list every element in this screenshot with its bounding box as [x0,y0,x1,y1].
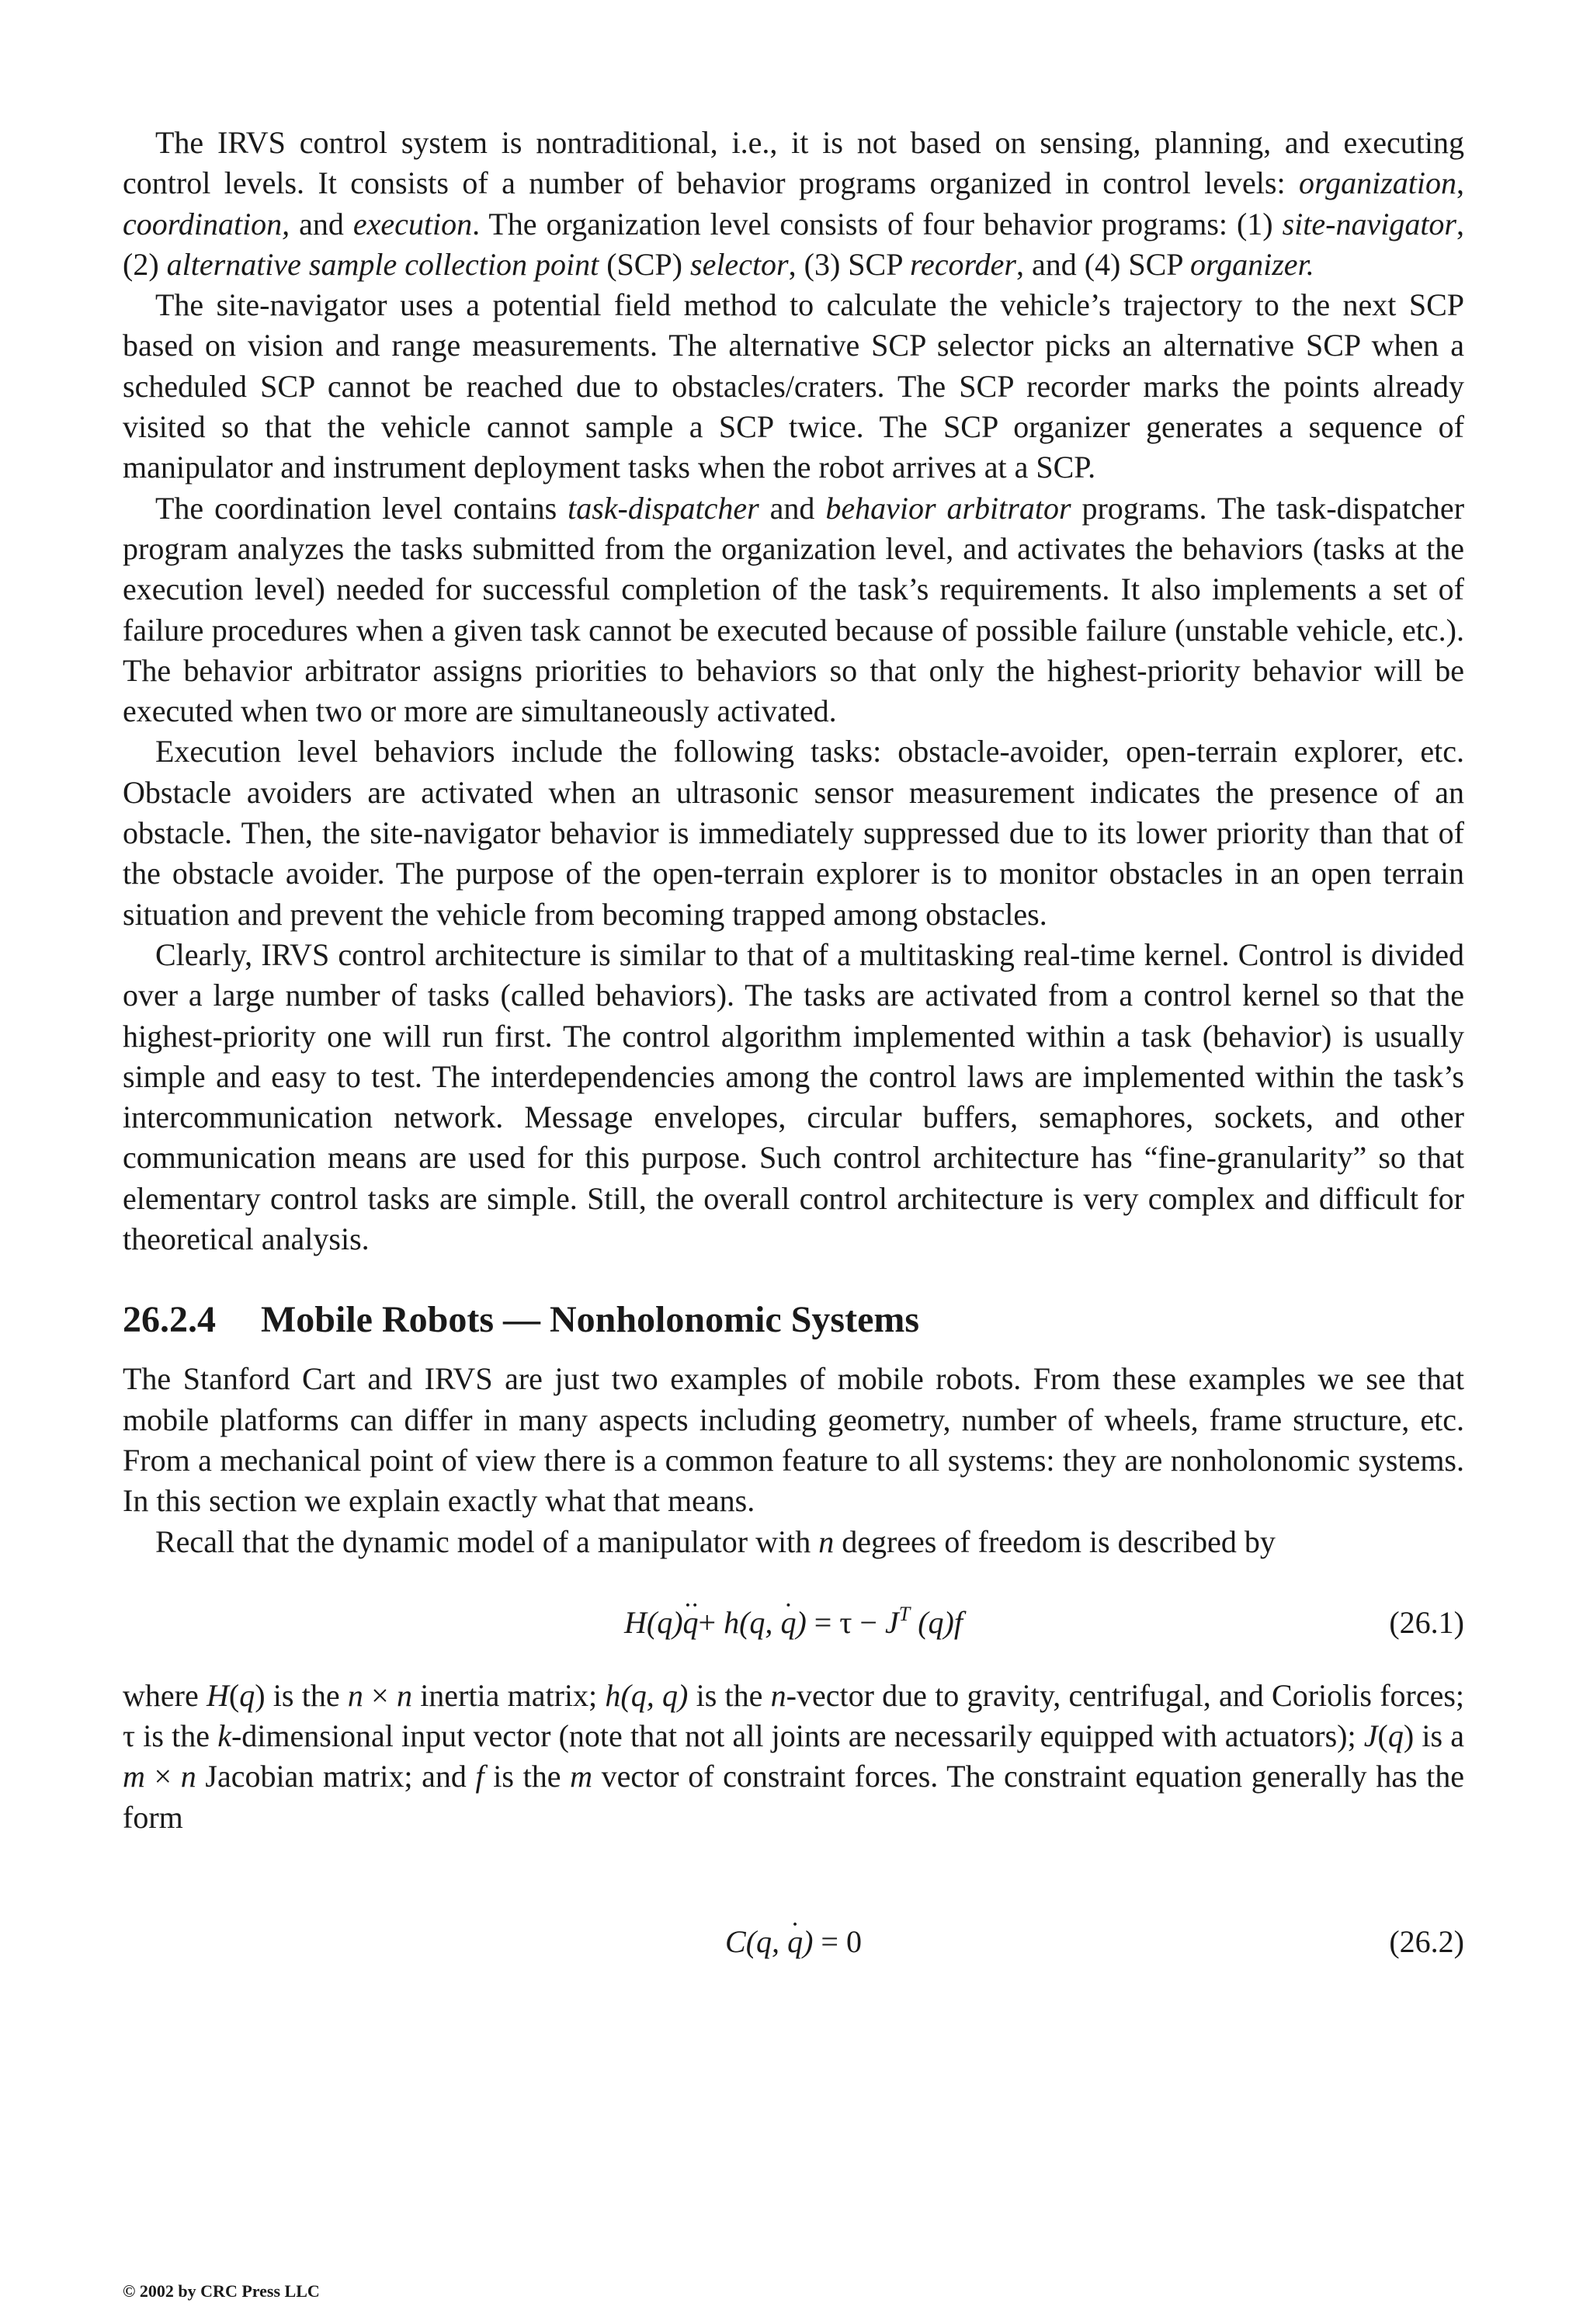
paragraph-dynamic-model: Recall that the dynamic model of a manipulator with n degrees of freedom is described by [155,1523,1276,1559]
paragraph-coordination-level: The coordination level contains task-dispatcher and behavior arbitrator programs. The task-dispatcher program analyzes the tasks submitted from the organization level, and activates the behaviors (tasks at the execution level) needed for successful completion of the task’s requirements. It also implements a set of failure procedures when a given task cannot be executed because of possible failure (unstable vehicle, etc.). The behavior arbitrator assigns priorities to behaviors so that only the highest-priority behavior will be executed when two or more are simultaneously activated. [123,490,1465,729]
equation-26-2-expression: C(q, · q) = 0 [123,1922,1464,1962]
equation-26-1-label: (26.1) [1389,1604,1464,1640]
copyright-footer: © 2002 by CRC Press LLC [123,2281,320,2301]
equation-26-1 [123,1603,1464,1643]
section-title: Mobile Robots — Nonholonomic Systems [261,1299,920,1341]
paragraph-site-navigator: The site-navigator uses a potential field method to calculate the vehicle’s trajectory to the next SCP based on vision and range measurements. The alternative SCP selector picks an alternative SCP when a scheduled SCP cannot be reached due to obstacles/craters. The SCP recorder marks the points already visited so that the vehicle cannot sample a SCP twice. The SCP organizer generates a sequence of manipulator and instrument deployment tasks when the robot arrives at a SCP. [123,287,1464,485]
equation-26-2-label: (26.2) [1389,1923,1464,1959]
paragraph-where-definitions: where H(q) is the n × n inertia matrix; h(q, q) is the n-vector due to gravity, centrifugal, and Coriolis forces; τ is the k-dimensional input vector (note that not all joints are necessarily equipped with actuators); J(q) is a m × n Jacobian matrix; and f is the m vector of constraint forces. The constraint equation generally has the form [123,1677,1465,1835]
paragraph-irvs-control-system: The IRVS control system is nontraditional, i.e., it is not based on sensing, planning, and executing control levels. It consists of a number of behavior programs organized in control levels: organization, coordination, and execution. The organization level consists of four behavior programs: (1) site-navigator, (2) alternative sample collection point (SCP) selector, (3) SCP recorder, and (4) SCP organizer. [123,125,1464,282]
paragraph-irvs-architecture: Clearly, IRVS control architecture is similar to that of a multitasking real-time kernel. Control is divided over a large number of tasks (called behaviors). The tasks are activated from a control kernel so that the highest-priority one will run first. The control algorithm implemented within a task (behavior) is usually simple and easy to test. The interdependencies among the control laws are implemented within the task’s intercommunication network. Message envelopes, circular buffers, semaphores, sockets, and other communication means are used for this purpose. Such control architecture has “fine-granularity” so that elementary control tasks are simple. Still, the overall control architecture is very complex and difficult for theoretical analysis. [123,936,1464,1257]
paragraph-execution-level: Execution level behaviors include the following tasks: obstacle-avoider, open-terrain explorer, etc. Obstacle avoiders are activated when an ultrasonic sensor measurement indicates the presence of an obstacle. Then, the site-navigator behavior is immediately suppressed due to its lower priority than that of the obstacle avoider. The purpose of the open-terrain explorer is to monitor obstacles in an open terrain situation and prevent the vehicle from becoming trapped among obstacles. [123,734,1464,932]
equation-26-2 [123,1922,1464,1962]
paragraph-mobile-robots-intro: The Stanford Cart and IRVS are just two examples of mobile robots. From these examples we see that mobile platforms can differ in many aspects including geometry, number of wheels, frame structure, etc. From a mechanical point of view there is a common feature to all systems: they are nonholonomic systems. In this section we explain exactly what that means. [123,1361,1464,1519]
section-number: 26.2.4 [123,1299,216,1341]
page-body [123,123,1464,1962]
equation-26-1-expression: H(q)·· q+ h(q, · $q) = \tau - J^T$ (q)f [123,1603,1464,1643]
section-heading [123,1297,1464,1343]
